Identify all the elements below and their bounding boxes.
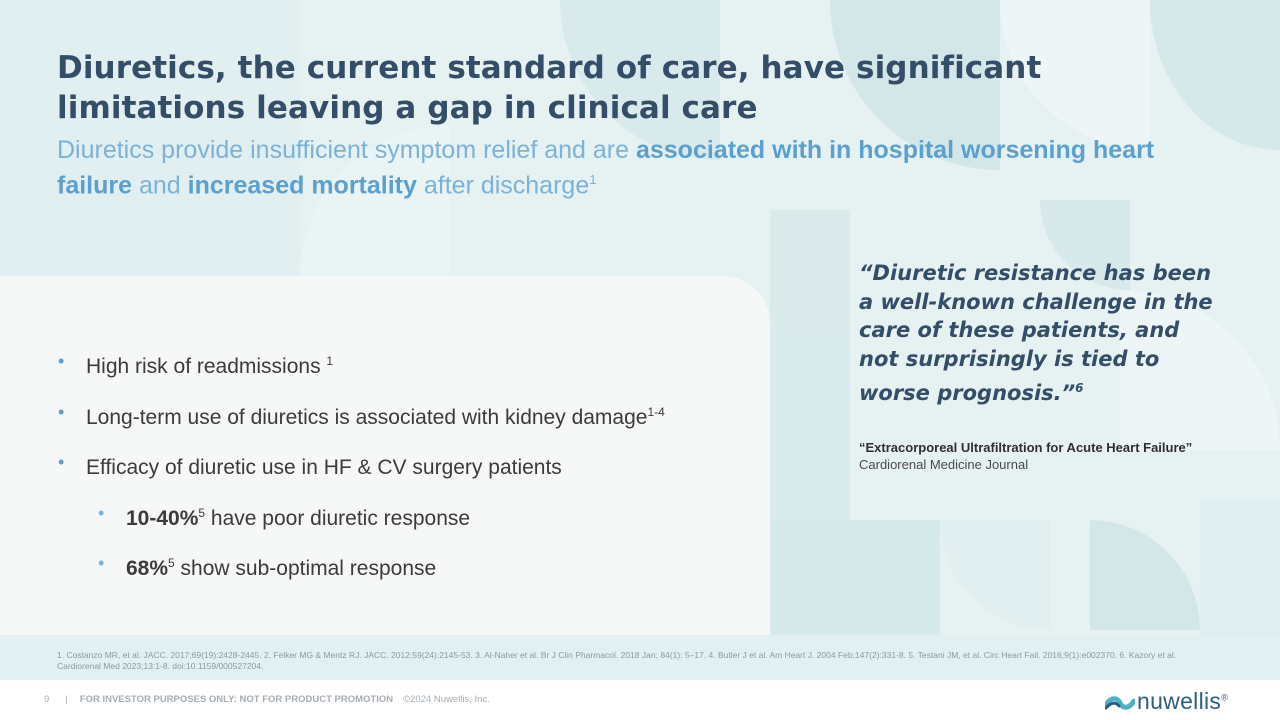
subtitle-footnote: 1 <box>589 172 597 187</box>
slide-title: Diuretics, the current standard of care, have significant limitations leaving a gap in clinical care <box>57 50 1042 126</box>
bullet-text: High risk of readmissions $^1$ <box>86 354 334 378</box>
quote-source-title: “Extracorporeal Ultrafiltration for Acute Heart Failure” <box>859 440 1193 455</box>
registered-mark: ® <box>1221 692 1229 703</box>
quote-source-journal: Cardiorenal Medicine Journal <box>859 457 1029 472</box>
subtitle-emphasis-1: associated with in hospital worsening heart failure <box>57 136 1155 200</box>
footer-separator: | <box>65 694 68 705</box>
bullet-text: Efficacy of diuretic use in HF & CV surgery patients <box>86 456 562 479</box>
sub-bullet-text: 68%$^5$ show sub-optimal response <box>126 556 437 580</box>
bullet-dot-icon: • <box>58 401 65 422</box>
quote-footnote: 6 <box>1075 380 1084 395</box>
pull-quote: “Diuretic resistance has been a well-known challenge in the care of these patients, and not surprisingly is tied to worse prognosis.”$^6$ <box>859 261 1213 405</box>
bullet-dot-icon: • <box>58 452 65 472</box>
subtitle-text-1: Diuretics provide insufficient symptom relief and are <box>57 136 636 164</box>
bullet-text: Long-term use of diuretics is associated with kidney damage$^{1-4}$ <box>86 404 665 429</box>
bullet-dot-icon: • <box>98 553 105 573</box>
subtitle-text-2: and <box>132 171 188 200</box>
copyright: ©2024 Nuwellis, Inc. <box>403 694 490 705</box>
subtitle-text-3: after discharge <box>416 171 590 200</box>
slide-subtitle <box>57 136 1227 200</box>
bullet-dot-icon: • <box>98 502 105 523</box>
footer-notice: FOR INVESTOR PURPOSES ONLY: NOT FOR PRODUCT PROMOTION <box>79 694 394 705</box>
footer-text <box>44 694 490 705</box>
wave-logo-icon <box>1105 693 1135 713</box>
references: 1. Costanzo MR, et al. JACC. 2017;69(19):2428-2445. 2. Felker MG & Mentz RJ. JACC. 2012;59(24):2145-53. 3. Al-Naher et al. Br J Clin Pharmacol. 2018 Jan; 84(1): 5–17. 4. Butler J et al. Am Heart J. 2004 Feb;147(2):331-8. 5. Testani JM, et al. Circ Heart Fail. 2016;9(1):e002370. 6. Kazory et al. Cardiorenal Med 2023;13:1-8. doi:10.1159/000527204. <box>57 650 1177 671</box>
page-number: 9 <box>44 694 50 705</box>
sub-bullet-text: 10-40%$^5$ have poor diuretic response <box>126 505 471 530</box>
subtitle-emphasis-2: increased mortality <box>187 171 417 200</box>
logo-text: nuwellis <box>1137 688 1222 714</box>
bullet-dot-icon: • <box>58 351 65 371</box>
